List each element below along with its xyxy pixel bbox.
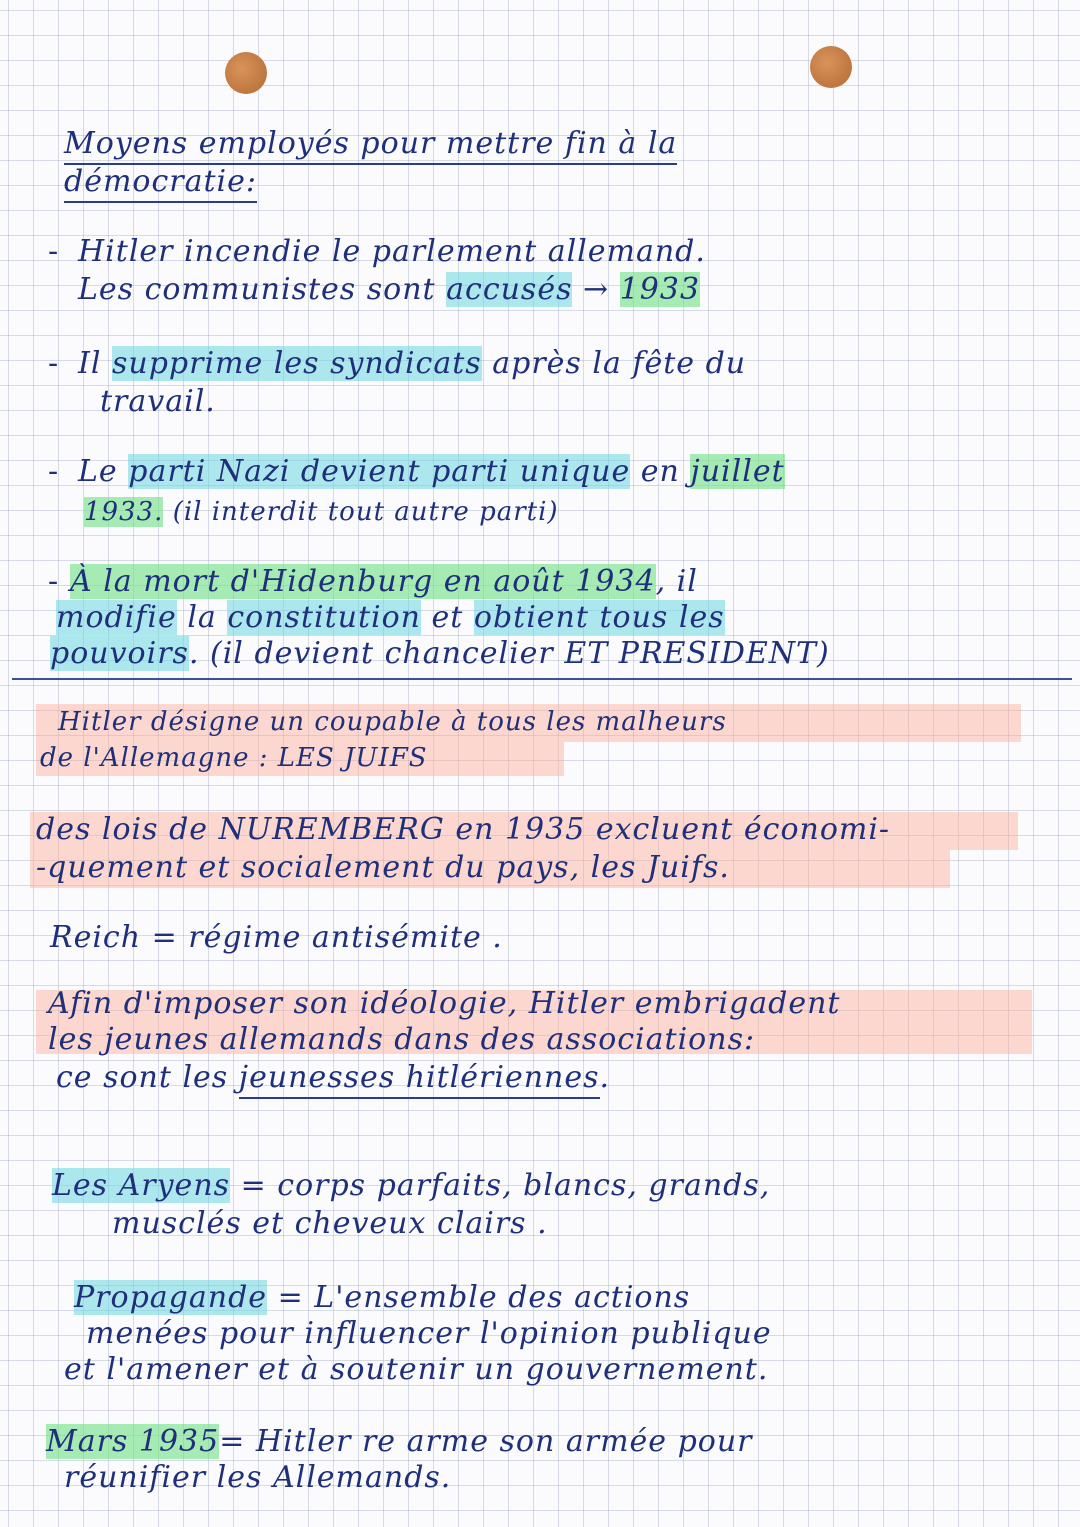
item-1-line-2: Les communistes sont accusés → 1933 xyxy=(78,272,701,307)
para-6-line-1: Propagande = L'ensemble des actions xyxy=(74,1280,691,1315)
para-2-line-1: des lois de NUREMBERG en 1935 excluent économi- xyxy=(36,812,891,847)
item-3-line-2: 1933. (il interdit tout autre parti) xyxy=(84,497,559,527)
bullet-dash: - xyxy=(48,454,59,489)
bullet-dash: - xyxy=(48,564,59,599)
highlight-juillet: juillet xyxy=(690,454,785,489)
para-6-line-3: et l'amener et à soutenir un gouvernement. xyxy=(64,1352,769,1387)
highlight-propagande: Propagande xyxy=(74,1280,268,1315)
para-4-line-3: ce sont les jeunesses hitlériennes. xyxy=(56,1058,610,1098)
para-4-line-2: les jeunes allemands dans des associations: xyxy=(48,1022,756,1057)
arrow-icon: → xyxy=(583,272,610,307)
para-1-line-1: Hitler désigne un coupable à tous les malheurs xyxy=(58,707,727,737)
punch-hole-left xyxy=(225,52,267,94)
para-3-reich: Reich = régime antisémite . xyxy=(50,920,503,955)
highlight-mars-1935: Mars 1935 xyxy=(46,1424,220,1459)
heading-line-1: Moyens employés pour mettre fin à la xyxy=(64,124,677,164)
item-2-line-2: travail. xyxy=(100,384,216,419)
para-4-line-1: Afin d'imposer son idéologie, Hitler embrigadent xyxy=(48,986,841,1021)
highlight-accuses: accusés xyxy=(446,272,573,307)
item-3-line-1: Le parti Nazi devient parti unique en juillet xyxy=(78,454,785,489)
highlight-mort-hidenburg: À la mort d'Hidenburg en août 1934 xyxy=(70,564,656,599)
highlight-syndicats: supprime les syndicats xyxy=(112,346,482,381)
highlight-pouvoirs: pouvoirs xyxy=(50,636,189,671)
para-1-line-2: de l'Allemagne : LES JUIFS xyxy=(40,743,428,773)
underline-jeunesses: jeunesses hitlériennes xyxy=(239,1060,600,1099)
item-1-line-1: Hitler incendie le parlement allemand. xyxy=(78,234,706,269)
bullet-dash: - xyxy=(48,346,59,381)
section-divider xyxy=(12,678,1072,680)
highlight-aryens: Les Aryens xyxy=(52,1168,231,1203)
item-4-line-1: À la mort d'Hidenburg en août 1934, il xyxy=(70,564,698,599)
heading-line-2: démocratie: xyxy=(64,162,257,202)
para-7-line-2: réunifier les Allemands. xyxy=(64,1460,452,1495)
para-5-line-1: Les Aryens = corps parfaits, blancs, grands, xyxy=(52,1168,771,1203)
bullet-dash: - xyxy=(48,234,59,269)
highlight-constitution: constitution xyxy=(227,600,421,635)
item-4-line-3: pouvoirs. (il devient chancelier ET PRESIDENT) xyxy=(50,636,830,671)
para-7-line-1: Mars 1935= Hitler re arme son armée pour xyxy=(46,1424,753,1459)
para-5-line-2: musclés et cheveux clairs . xyxy=(112,1206,548,1241)
highlight-year: 1933 xyxy=(619,272,701,307)
highlight-modifie: modifie xyxy=(56,600,177,635)
highlight-parti-unique: parti Nazi devient parti unique xyxy=(128,454,631,489)
item-4-line-2: modifie la constitution et obtient tous les xyxy=(56,600,725,635)
highlight-obtient-pouvoirs: obtient tous les xyxy=(473,600,725,635)
punch-hole-right xyxy=(810,46,852,88)
para-2-line-2: -quement et socialement du pays, les Juifs. xyxy=(36,850,730,885)
item-2-line-1: Il supprime les syndicats après la fête du xyxy=(78,346,747,381)
para-6-line-2: menées pour influencer l'opinion publique xyxy=(86,1316,772,1351)
highlight-1933: 1933. xyxy=(84,497,164,527)
